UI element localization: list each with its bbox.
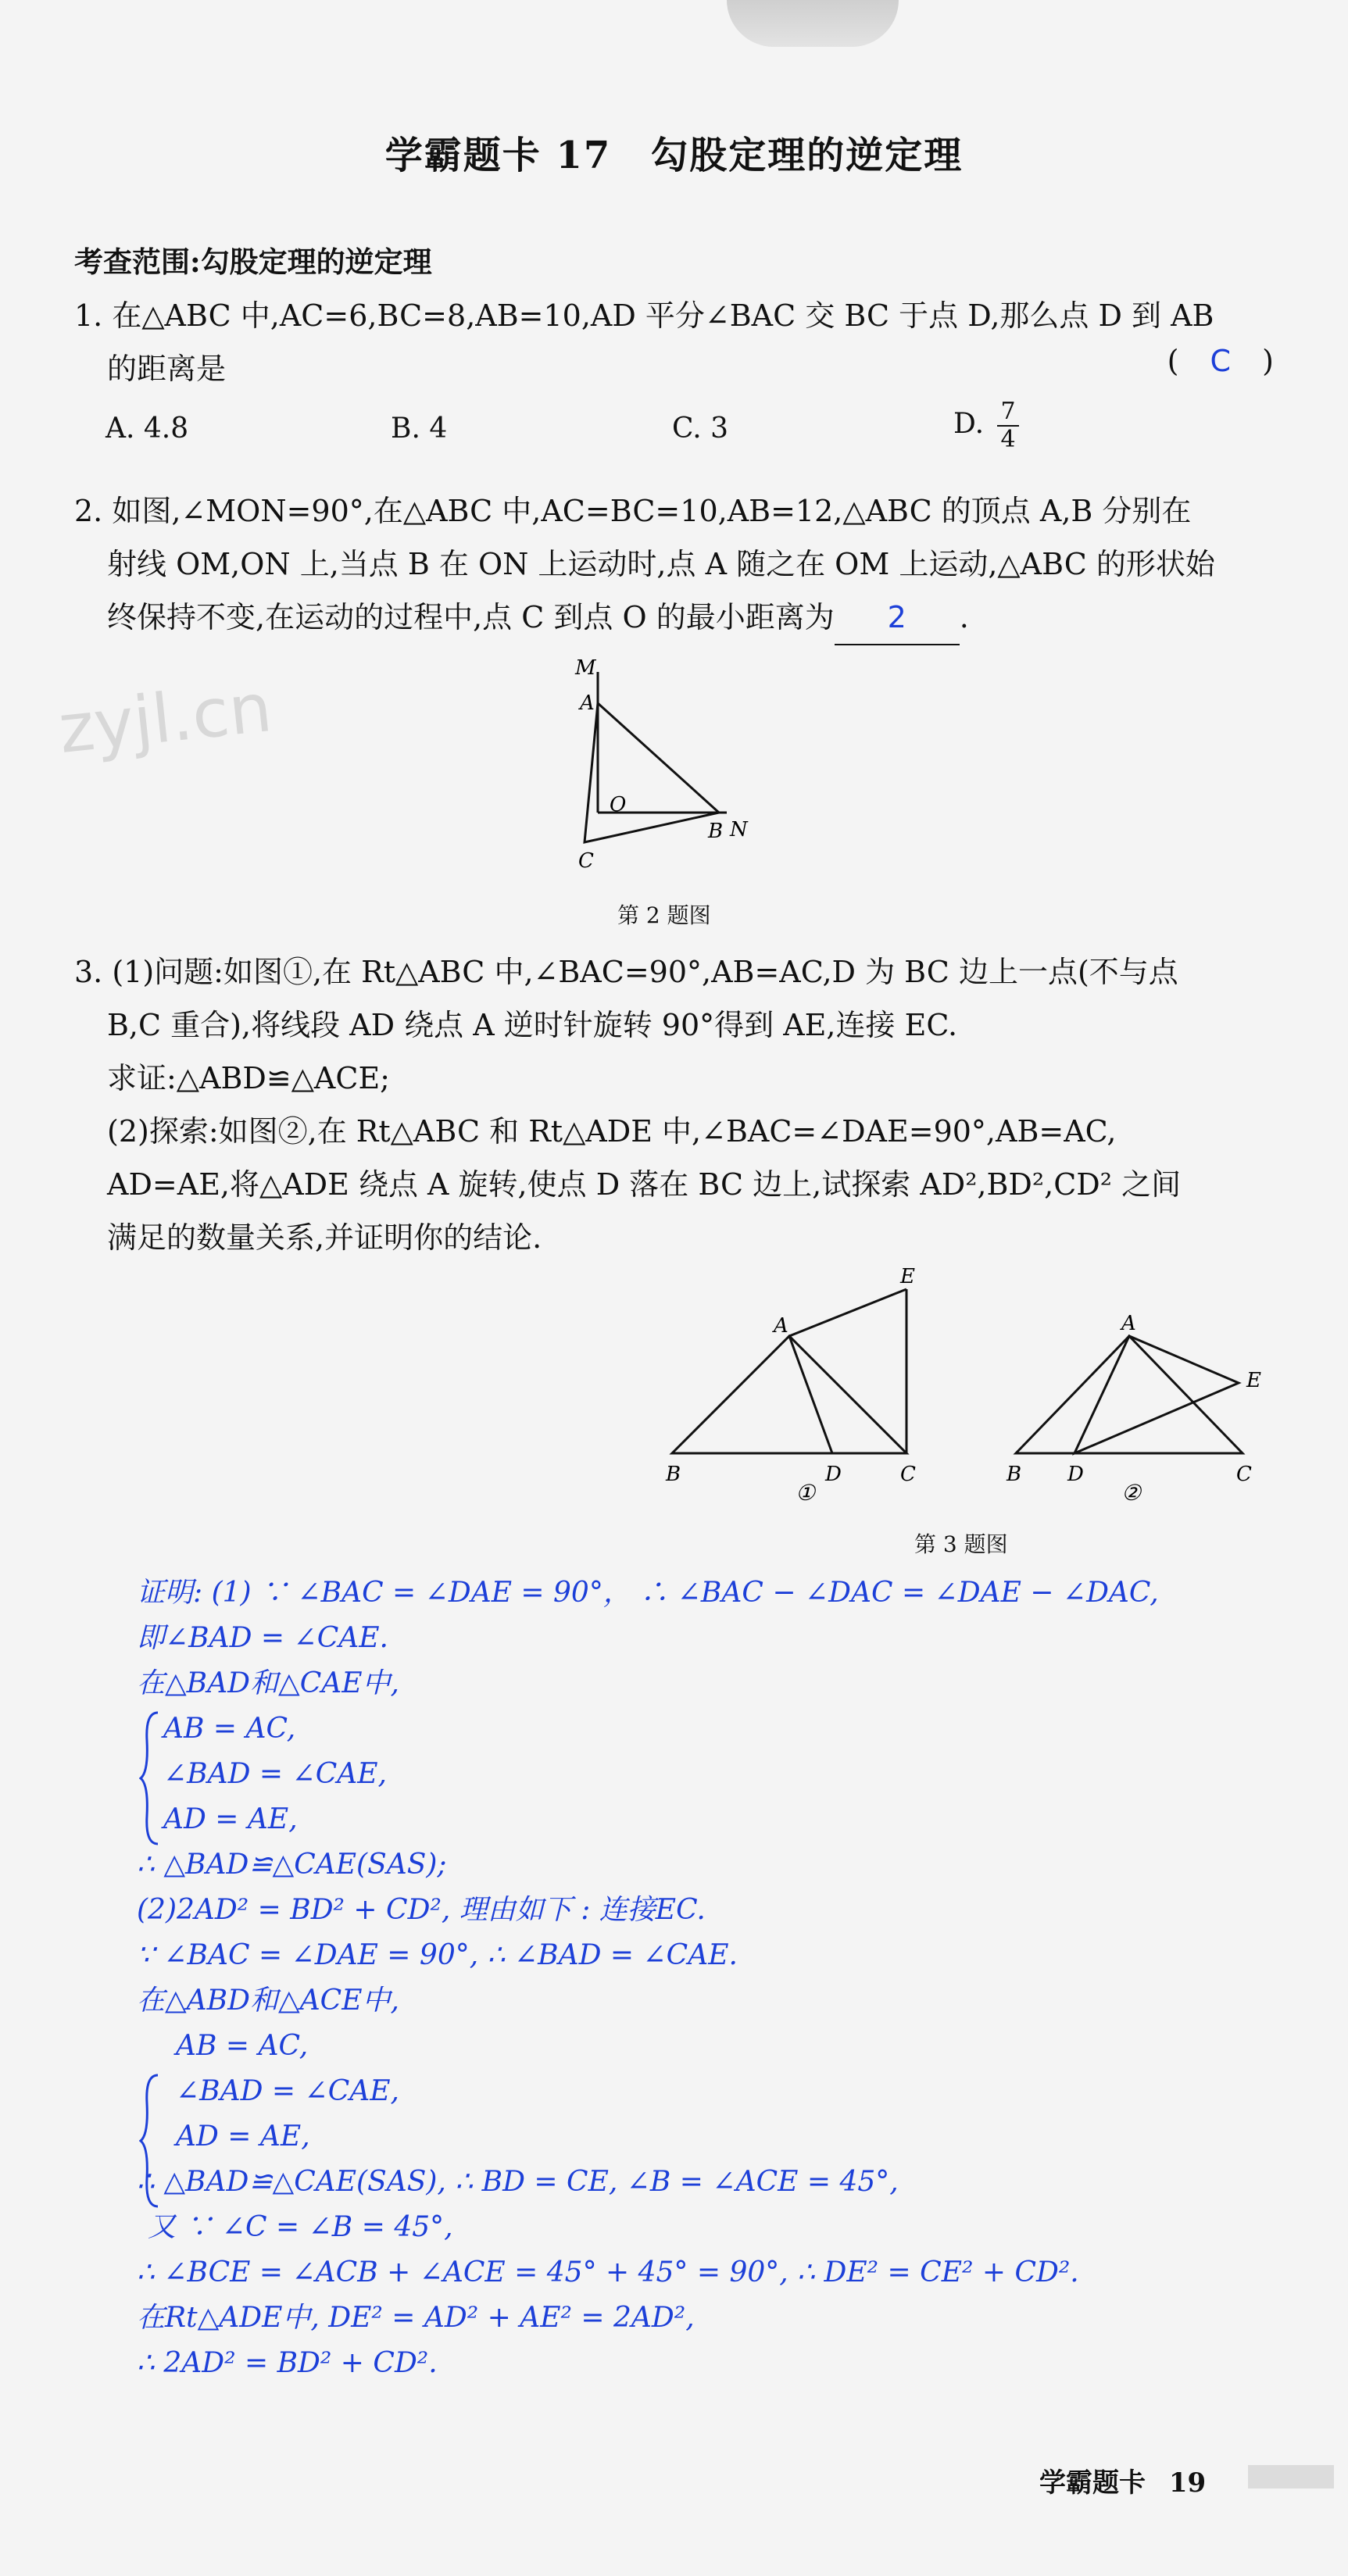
- q3-figure-2: [1006, 1312, 1261, 1506]
- q2-answer: 2: [835, 591, 960, 645]
- q2-label-o: O: [610, 793, 627, 816]
- proof-brace-1: [139, 1710, 163, 1850]
- watermark: zyjl.cn: [55, 669, 276, 769]
- q2-line1: 2. 如图,∠MON=90°,在△ABC 中,AC=BC=10,AB=12,△ABC 的顶点 A,B 分别在: [74, 494, 1192, 528]
- fig2-label-d: D: [1067, 1463, 1084, 1486]
- q2-label-n: N: [730, 818, 748, 841]
- proof: [137, 1570, 1159, 2386]
- q3-line2: B,C 重合),将线段 AD 绕点 A 逆时针旋转 90°得到 AE,连接 EC.: [107, 1008, 958, 1042]
- fig1-label-d: D: [825, 1463, 842, 1486]
- proof-line: ∵ ∠BAC = ∠DAE = 90°, ∴ ∠BAD = ∠CAE.: [137, 1939, 738, 1971]
- q1-paren-open: (: [1167, 344, 1179, 378]
- q2-line3-text: 终保持不变,在运动的过程中,点 C 到点 O 的最小距离为: [107, 600, 835, 634]
- fig2-label-b: B: [1007, 1463, 1022, 1486]
- q2-caption: 第 2 题图: [617, 902, 711, 928]
- question-2: [74, 484, 1270, 645]
- proof-line: ∴ 2AD² = BD² + CD².: [137, 2347, 438, 2379]
- q1-line2: 的距离是: [107, 352, 227, 386]
- fig2-label-c: C: [1236, 1463, 1252, 1486]
- proof-line: ∴ ∠BCE = ∠ACB + ∠ACE = 45° + 45° = 90°, ∴ DE² = CE² + CD².: [137, 2256, 1079, 2288]
- proof-line: AB = AC,: [163, 1713, 296, 1745]
- footer-decoration: [1248, 2465, 1334, 2488]
- page-number: 19: [1168, 2467, 1207, 2499]
- proof-line: ∴ △BAD≌△CAE(SAS);: [137, 1849, 447, 1881]
- q1-option-d-fraction: [997, 398, 1018, 453]
- proof-line: ∴ △BAD≌△CAE(SAS), ∴ BD = CE, ∠B = ∠ACE = 45°,: [137, 2166, 899, 2198]
- q2-label-a: A: [580, 691, 595, 715]
- proof-line: ∠BAD = ∠CAE,: [176, 2075, 399, 2107]
- proof-line: 即∠BAD = ∠CAE.: [137, 1622, 388, 1654]
- fig2-number: ②: [1121, 1480, 1142, 1506]
- q1-answer-box: [1167, 344, 1274, 378]
- q2-period: .: [959, 600, 969, 634]
- footer: [1039, 2461, 1206, 2499]
- proof-line: AD = AE,: [163, 1803, 298, 1835]
- q1-option-a: A. 4.8: [105, 413, 189, 445]
- proof-line: (2)2AD² = BD² + CD², 理由如下 : 连接EC.: [137, 1894, 706, 1926]
- q2-line3: [74, 591, 1270, 645]
- q1-option-d-label: D.: [953, 408, 985, 440]
- fig1-label-c: C: [900, 1463, 916, 1486]
- fig2-label-a: A: [1121, 1312, 1136, 1335]
- q3-caption: 第 3 题图: [914, 1531, 1008, 1557]
- q1-option-c: C. 3: [672, 413, 729, 445]
- proof-line: AD = AE,: [176, 2120, 310, 2153]
- exam-scope: 考查范围:勾股定理的逆定理: [74, 245, 432, 279]
- proof-line: 证明: (1) ∵ ∠BAC = ∠DAE = 90°， ∴ ∠BAC − ∠DAC = ∠DAE − ∠DAC,: [137, 1577, 1159, 1609]
- proof-line: ∠BAD = ∠CAE,: [163, 1758, 387, 1790]
- q1-line1: 1. 在△ABC 中,AC=6,BC=8,AB=10,AD 平分∠BAC 交 BC 于点 D,那么点 D 到 AB: [74, 298, 1214, 333]
- page-title: 学霸题卡 17 勾股定理的逆定理: [384, 134, 964, 177]
- q3-line6: 满足的数量关系,并证明你的结论.: [107, 1220, 542, 1255]
- fig1-label-b: B: [666, 1463, 681, 1486]
- proof-line: 在△ABD和△ACE中,: [137, 1985, 399, 2017]
- q2-line2: 射线 OM,ON 上,当点 B 在 ON 上运动时,点 A 随之在 OM 上运动,△ABC 的形状始: [107, 547, 1215, 581]
- fraction-numerator: 7: [997, 398, 1018, 427]
- q3-line5: AD=AE,将△ADE 绕点 A 旋转,使点 D 落在 BC 边上,试探索 AD²,BD²,CD² 之间: [107, 1167, 1182, 1202]
- q3-figure-1: [665, 1266, 916, 1506]
- q3-line4: (2)探索:如图②,在 Rt△ABC 和 Rt△ADE 中,∠BAC=∠DAE=90°,AB=AC,: [107, 1114, 1117, 1149]
- fig1-label-a: A: [774, 1314, 788, 1338]
- proof-line: 又 ∵ ∠C = ∠B = 45°,: [148, 2211, 453, 2243]
- question-3: [74, 945, 1270, 1264]
- q1-option-d: [953, 398, 1019, 453]
- q2-figure: [547, 648, 781, 883]
- q1-option-b: B. 4: [391, 413, 448, 445]
- q2-label-c: C: [578, 849, 594, 873]
- proof-brace-2: [139, 2072, 163, 2213]
- fig1-number: ①: [796, 1480, 816, 1506]
- q1-paren-close: ): [1262, 344, 1274, 378]
- q2-label-b: B: [708, 820, 724, 843]
- q3-line1: 3. (1)问题:如图①,在 Rt△ABC 中,∠BAC=90°,AB=AC,D 为 BC 边上一点(不与点: [74, 955, 1178, 989]
- fig2-label-e: E: [1246, 1369, 1261, 1392]
- q3-figures: [649, 1266, 1289, 1508]
- proof-line: AB = AC,: [176, 2030, 309, 2062]
- proof-line: 在Rt△ADE中, DE² = AD² + AE² = 2AD²,: [137, 2302, 695, 2334]
- q3-line3: 求证:△ABD≌△ACE;: [107, 1061, 390, 1095]
- fig1-label-e: E: [900, 1266, 915, 1288]
- question-1: [74, 289, 1270, 395]
- q1-answer: C: [1210, 344, 1232, 378]
- binder-tab: [727, 0, 899, 47]
- fraction-denominator: 4: [1000, 426, 1016, 453]
- q2-label-m: M: [575, 656, 596, 680]
- footer-label: 学霸题卡: [1039, 2467, 1146, 2499]
- proof-line: 在△BAD和△CAE中,: [137, 1667, 399, 1699]
